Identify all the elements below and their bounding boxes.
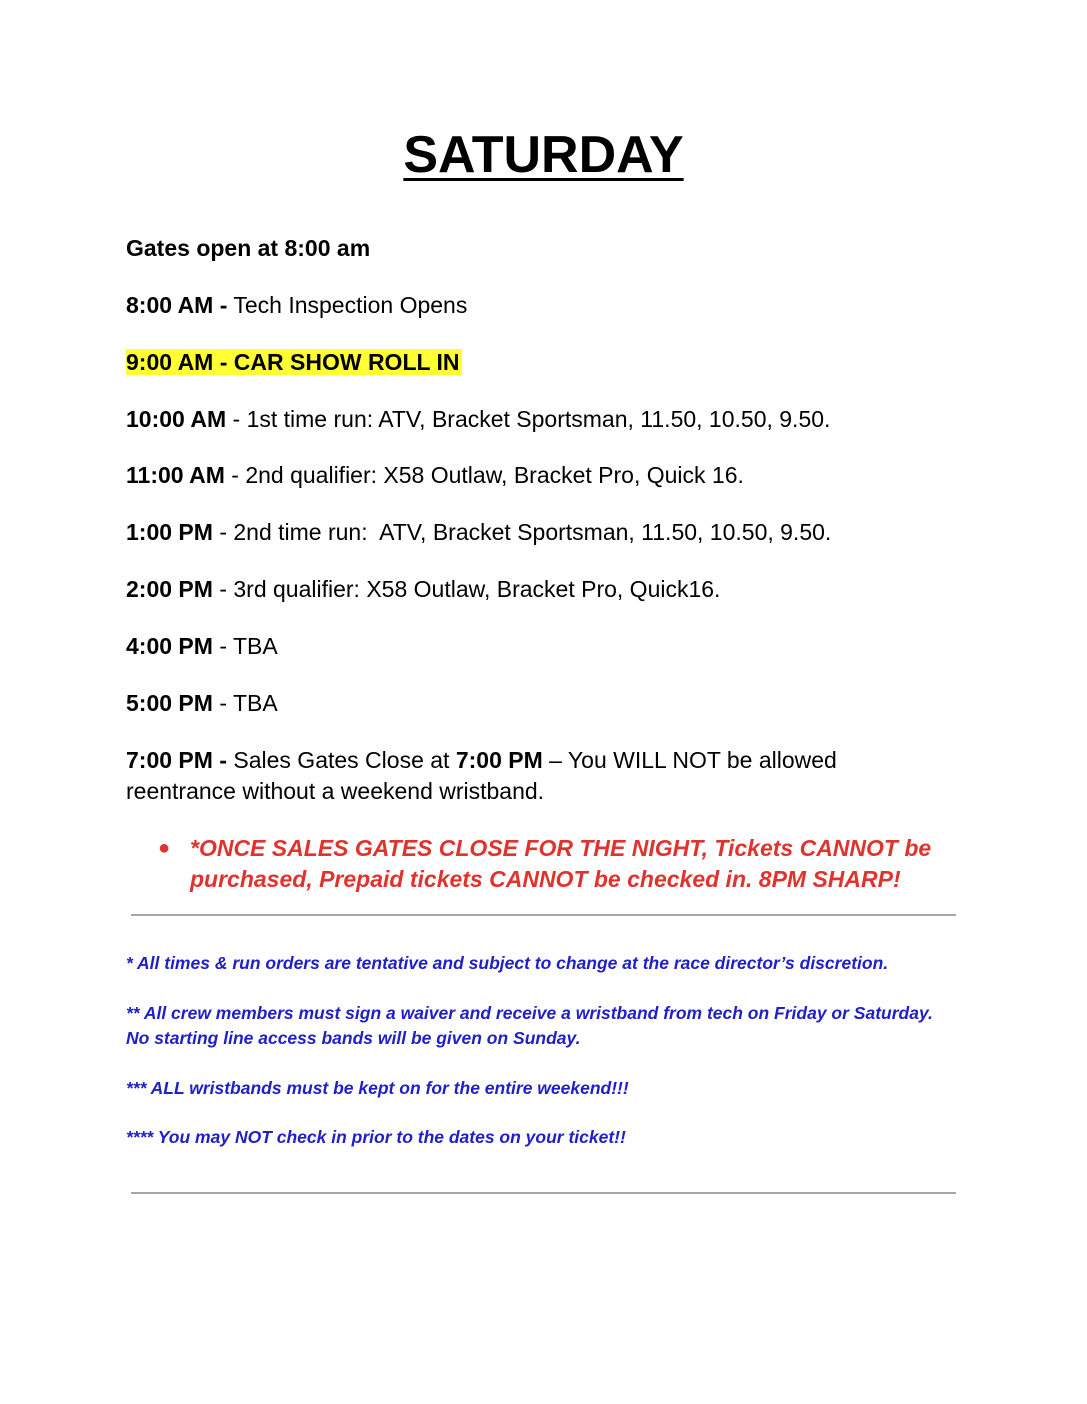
note-wristbands: *** ALL wristbands must be kept on for the entire weekend!!! [126,1078,629,1098]
schedule-time: 10:00 AM [126,406,227,432]
schedule-time: 8:00 AM - [126,292,228,318]
schedule-time: 1:00 PM [126,519,213,545]
schedule-time-inline: 7:00 PM [455,747,543,773]
schedule-desc-part: Sales Gates Close at [226,747,456,773]
schedule-item-third-qualifier [126,574,720,605]
warning-text: *ONCE SALES GATES CLOSE FOR THE NIGHT, Tickets CANNOT be purchased, Prepaid tickets CANNOT be checked in. 8PM SHARP! [190,835,932,892]
schedule-item-car-show [126,347,462,378]
schedule-desc: Tech Inspection Opens [227,292,468,318]
horizontal-divider [131,1192,956,1194]
schedule-desc: - 1st time run: ATV, Bracket Sportsman, 11.50, 10.50, 9.50. [226,406,831,432]
gates-open-line: Gates open at 8:00 am [126,235,371,261]
page-title: SATURDAY [403,126,684,184]
note-crew-waiver: ** All crew members must sign a waiver and receive a wristband from tech on Friday or Saturday. No starting line access bands will be given on Sunday. [126,1003,933,1048]
schedule-desc: - 3rd qualifier: X58 Outlaw, Bracket Pro, Quick16. [212,576,721,602]
note-tentative: * All times & run orders are tentative and subject to change at the race director’s discretion. [126,953,889,973]
note-check-in: **** You may NOT check in prior to the dates on your ticket!! [126,1127,626,1147]
schedule-desc-part: – You WILL NOT be allowed reentrance without a weekend wristband. [126,747,837,804]
schedule-time: 4:00 PM [126,633,213,659]
schedule-item-sales-gates-close [126,745,926,807]
schedule-item-first-time-run [126,404,830,435]
schedule-item-tba-5pm [126,688,278,719]
bullet-icon: ● [158,837,171,859]
schedule-time: 2:00 PM [126,576,213,602]
schedule-item-second-time-run [126,517,831,548]
schedule-time: 5:00 PM [126,690,213,716]
schedule-desc: - 2nd time run: ATV, Bracket Sportsman, 11.50, 10.50, 9.50. [212,519,832,545]
schedule-time: 11:00 AM [126,462,225,488]
schedule-desc: - 2nd qualifier: X58 Outlaw, Bracket Pro, Quick 16. [224,462,744,488]
schedule-time: 7:00 PM - [126,747,227,773]
schedule-item-tech [126,290,467,321]
schedule-item-tba-4pm [126,631,278,662]
schedule-desc: - TBA [212,690,278,716]
schedule-item-second-qualifier [126,460,744,491]
schedule-desc: - TBA [212,633,278,659]
horizontal-divider [131,914,956,916]
highlighted-schedule-text: 9:00 AM - CAR SHOW ROLL IN [126,349,460,375]
